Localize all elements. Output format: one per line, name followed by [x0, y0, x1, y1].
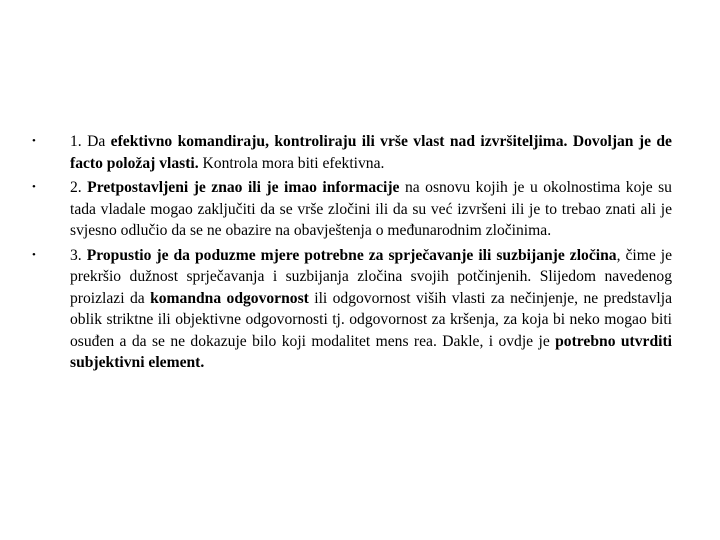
text-segment-bold: Propustio je da poduzme mjere potrebne za sprječavanje ili suzbijanje zločina [86, 246, 617, 264]
text-segment: , čime je prekršio dužnost sprječavanja i suzbijanja zločina svojih potčinjenih. Slijedom navedenog proizlazi da [70, 246, 673, 307]
bullet-item-2 [28, 177, 672, 242]
text-segment: na osnovu kojih je u okolnostima koje su tada vladale mogao zaključiti da se vrše zločini ili da su već izvršeni ili je to trebao znati ali je svjesno odlučio da se ne obazire na obavještenja o međunarodnim zločinima. [70, 179, 672, 239]
text-segment: Kontrola mora biti efektivna. [198, 154, 385, 172]
text-segment-bold: komandna odgovornost [150, 289, 309, 307]
bullet-item-1 [28, 131, 672, 174]
text-segment-bold: potrebno utvrditi subjektivni element. [70, 332, 672, 371]
bullet-marker: • [32, 248, 36, 261]
bullet-text-1 [70, 133, 672, 172]
bullet-text-2 [70, 179, 672, 239]
bullet-marker: • [32, 135, 36, 147]
text-segment: 1. Da [70, 133, 111, 150]
text-segment-bold: Pretpostavljeni je znao ili je imao informacije [87, 179, 400, 196]
bullet-item-3 [28, 245, 672, 374]
text-segment: 2. [70, 179, 88, 196]
bullet-marker: • [32, 181, 36, 193]
text-segment-bold: efektivno komandiraju, kontroliraju ili vrše vlast nad izvršiteljima. Dovoljan je de facto položaj vlasti. [70, 133, 672, 172]
bullet-list [28, 131, 672, 377]
bullet-text-3 [70, 247, 672, 372]
text-segment: 3. [70, 246, 87, 264]
text-segment: ili odgovornost viših vlasti za nečinjenje, ne predstavlja oblik striktne ili objektivne odgovornosti tj. odgovornost za kršenja, za koja bi neko mogao biti osuđen a da se ne dokazuje bilo koji modalitet mens rea. Dakle, i ovdje je [70, 289, 672, 350]
